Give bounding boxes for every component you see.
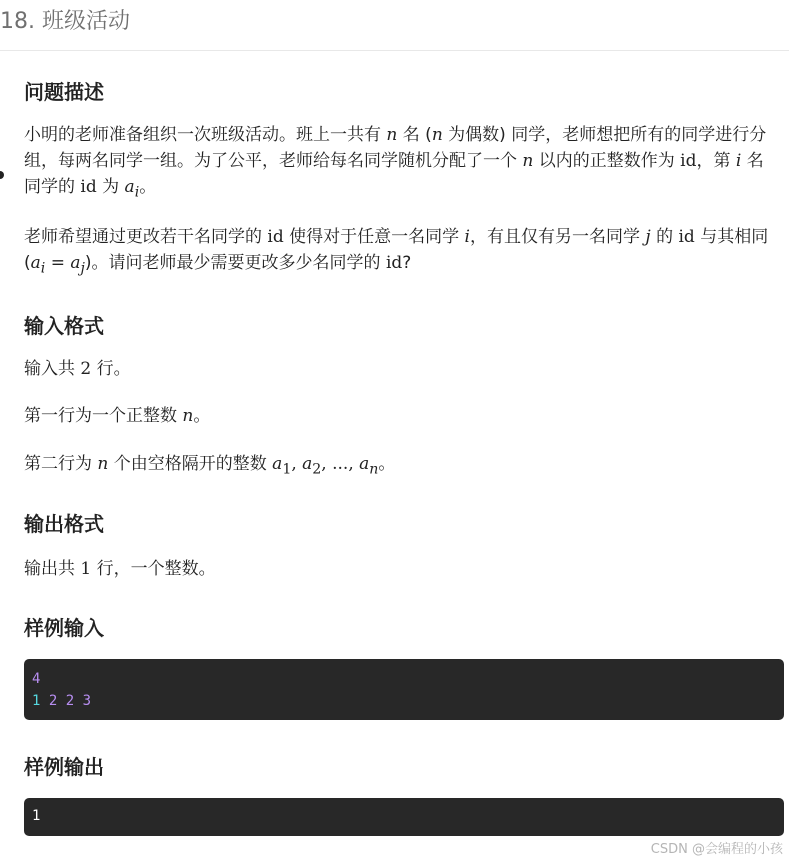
input-format-line-3: 第二行为 n 个由空格隔开的整数 $a_1$, $a_2$, ..., $a_n$。 <box>24 454 396 478</box>
sample-input-line-1: 4 <box>32 671 41 687</box>
description-paragraph-1: 小明的老师准备组织一次班级活动。班上一共有 n 名 (n 为偶数) 同学，老师想把所有的同学进行分组，每两名同学一组。为了公平，老师给每名同学随机分配了一个 n 以内的正整数作为 id，第 i 名同学的 id 为 $a_i$。 <box>24 125 767 201</box>
sample-input-token-2: 2 <box>48 693 58 709</box>
title-bar <box>0 0 789 51</box>
sample-input-code-block[interactable] <box>24 659 784 720</box>
sample-input-token-3: 2 <box>65 693 75 709</box>
page-title: 18. 班级活动 <box>0 9 130 34</box>
bullet-marker <box>0 171 4 179</box>
sample-input-heading: 样例输入 <box>24 616 104 640</box>
input-format-heading: 输入格式 <box>24 314 104 338</box>
output-format-heading: 输出格式 <box>24 512 104 536</box>
sample-input-token-1: 1 <box>32 693 41 709</box>
sample-input-line-2 <box>32 690 776 712</box>
input-format-line-1: 输入共 2 行。 <box>24 359 131 379</box>
description-paragraph-2: 老师希望通过更改若干名同学的 id 使得对于任意一名同学 i，有且仅有另一名同学 j 的 id 与其相同 $(a_i = a_j)$。请问老师最少需要更改多少名同学的 id? <box>24 227 769 277</box>
sample-input-token-4: 3 <box>82 693 92 709</box>
sample-output-code-block[interactable] <box>24 798 784 836</box>
input-format-line-2: 第一行为一个正整数 n。 <box>24 406 211 426</box>
csdn-watermark: CSDN @会编程的小孩 <box>650 842 783 857</box>
output-format-line-1: 输出共 1 行，一个整数。 <box>24 559 216 579</box>
description-heading: 问题描述 <box>24 80 104 104</box>
sample-output-heading: 样例输出 <box>24 755 104 779</box>
sample-output-line-1: 1 <box>32 808 41 824</box>
